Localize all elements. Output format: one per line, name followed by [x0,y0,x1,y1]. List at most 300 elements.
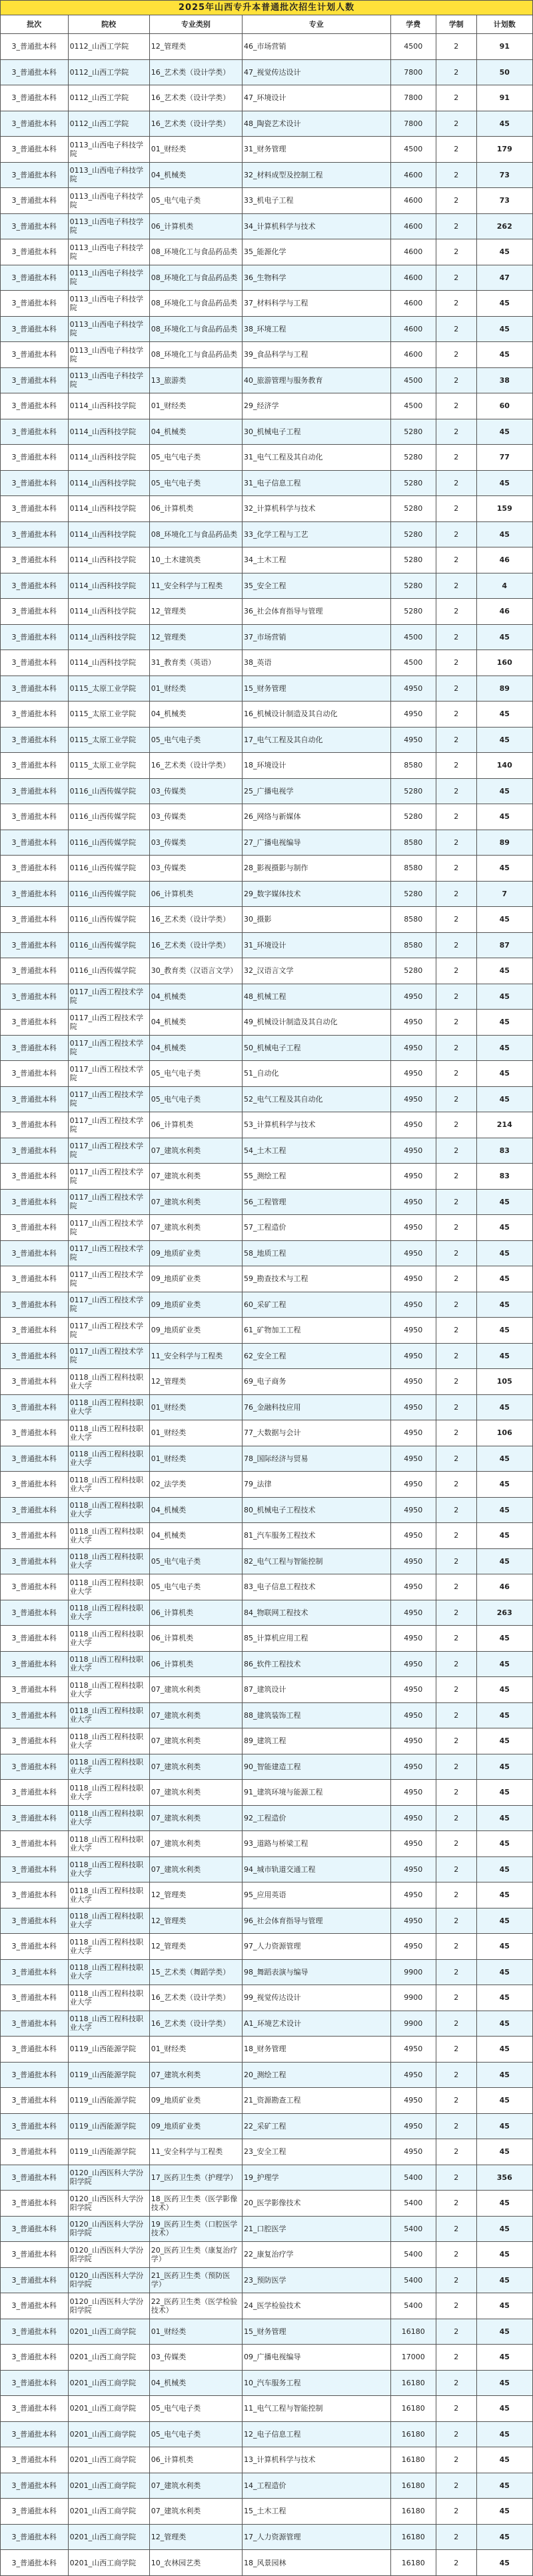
duration-cell: 2 [436,34,476,60]
quota-cell: 45 [476,2088,533,2114]
batch-cell: 3_普通批本科 [1,188,69,214]
table-row [1,1446,533,1472]
category-cell: 07_建筑水利类 [149,1138,242,1164]
table-row [1,1215,533,1241]
major-cell: 90_智能建造工程 [242,1754,390,1780]
tuition-cell: 4950 [390,1497,436,1523]
duration-cell: 2 [436,2499,476,2525]
school-cell: 0117_山西工程技术学院 [68,1164,149,1190]
quota-cell: 45 [476,1959,533,1985]
school-cell: 0201_山西工商学院 [68,2524,149,2550]
quota-cell: 7 [476,881,533,907]
school-cell: 0114_山西科技学院 [68,624,149,650]
duration-cell: 2 [436,2319,476,2345]
major-cell: 21_资源勘查工程 [242,2088,390,2114]
school-cell: 0120_山西医科大学汾阳学院 [68,2242,149,2268]
tuition-cell: 4500 [390,650,436,676]
quota-cell: 47 [476,265,533,291]
tuition-cell: 5280 [390,573,436,599]
school-cell: 0201_山西工商学院 [68,2345,149,2371]
quota-cell: 45 [476,2370,533,2396]
school-cell: 0118_山西工程科技职业大学 [68,1677,149,1703]
table-row [1,2191,533,2217]
batch-cell: 3_普通批本科 [1,547,69,573]
major-cell: 31_财务管理 [242,137,390,163]
quota-cell: 160 [476,650,533,676]
quota-cell: 45 [476,1523,533,1549]
table-row [1,650,533,676]
school-cell: 0117_山西工程技术学院 [68,1266,149,1292]
col-header-major: 专业 [242,15,390,34]
quota-cell: 50 [476,59,533,85]
quota-cell: 45 [476,2062,533,2088]
tuition-cell: 4950 [390,1394,436,1420]
major-cell: 28_影视摄影与制作 [242,856,390,882]
duration-cell: 2 [436,932,476,958]
quota-cell: 45 [476,2524,533,2550]
table-title: 2025年山西专升本普通批次招生计划人数 [0,0,533,15]
quota-cell: 45 [476,2037,533,2063]
tuition-cell: 5400 [390,2165,436,2191]
batch-cell: 3_普通批本科 [1,1266,69,1292]
duration-cell: 2 [436,2191,476,2217]
table-row [1,1882,533,1908]
tuition-cell: 4950 [390,1061,436,1087]
table-row [1,1856,533,1882]
batch-cell: 3_普通批本科 [1,2550,69,2576]
category-cell: 21_医药卫生类（预防医学） [149,2267,242,2293]
tuition-cell: 5280 [390,496,436,522]
school-cell: 0117_山西工程技术学院 [68,1343,149,1369]
quota-cell: 45 [476,907,533,933]
table-row [1,1164,533,1190]
batch-cell: 3_普通批本科 [1,1061,69,1087]
major-cell: 32_汉语言文学 [242,958,390,984]
batch-cell: 3_普通批本科 [1,1908,69,1934]
batch-cell: 3_普通批本科 [1,1240,69,1266]
quota-cell: 45 [476,1728,533,1754]
school-cell: 0201_山西工商学院 [68,2319,149,2345]
duration-cell: 2 [436,1061,476,1087]
batch-cell: 3_普通批本科 [1,1780,69,1806]
duration-cell: 2 [436,804,476,830]
major-cell: 83_电子信息工程技术 [242,1574,390,1600]
quota-cell: 45 [476,1882,533,1908]
major-cell: 20_医学影像技术 [242,2191,390,2217]
major-cell: 36_社会体育指导与管理 [242,599,390,625]
batch-cell: 3_普通批本科 [1,2345,69,2371]
quota-cell: 263 [476,1600,533,1626]
batch-cell: 3_普通批本科 [1,2370,69,2396]
category-cell: 16_艺术类（设计学类） [149,111,242,137]
school-cell: 0112_山西工学院 [68,85,149,111]
batch-cell: 3_普通批本科 [1,2447,69,2473]
category-cell: 07_建筑水利类 [149,1831,242,1857]
table-row [1,1112,533,1138]
duration-cell: 2 [436,1934,476,1960]
tuition-cell: 17000 [390,2345,436,2371]
category-cell: 06_计算机类 [149,881,242,907]
table-row [1,2011,533,2037]
category-cell: 06_计算机类 [149,1651,242,1677]
table-row [1,1728,533,1754]
school-cell: 0114_山西科技学院 [68,393,149,419]
duration-cell: 2 [436,445,476,471]
major-cell: 80_机械电子工程技术 [242,1497,390,1523]
duration-cell: 2 [436,2216,476,2242]
batch-cell: 3_普通批本科 [1,59,69,85]
school-cell: 0118_山西工程科技职业大学 [68,1754,149,1780]
quota-cell: 45 [476,291,533,317]
table-row [1,1035,533,1061]
school-cell: 0116_山西传媒学院 [68,881,149,907]
category-cell: 12_管理类 [149,1934,242,1960]
table-row [1,367,533,393]
major-cell: 25_广播电视学 [242,778,390,804]
major-cell: 37_市场营销 [242,624,390,650]
school-cell: 0118_山西工程科技职业大学 [68,1626,149,1652]
batch-cell: 3_普通批本科 [1,2293,69,2319]
tuition-cell: 4950 [390,1292,436,1318]
duration-cell: 2 [436,1780,476,1806]
major-cell: 52_电气工程及其自动化 [242,1086,390,1112]
major-cell: 34_计算机科学与技术 [242,213,390,239]
category-cell: 03_传媒类 [149,856,242,882]
school-cell: 0116_山西传媒学院 [68,830,149,856]
batch-cell: 3_普通批本科 [1,778,69,804]
tuition-cell: 4500 [390,624,436,650]
major-cell: 17_人力资源管理 [242,2524,390,2550]
quota-cell: 83 [476,1164,533,1190]
school-cell: 0120_山西医科大学汾阳学院 [68,2293,149,2319]
batch-cell: 3_普通批本科 [1,2139,69,2165]
batch-cell: 3_普通批本科 [1,2421,69,2447]
quota-cell: 45 [476,2421,533,2447]
duration-cell: 2 [436,1985,476,2011]
major-cell: 19_护理学 [242,2165,390,2191]
quota-cell: 45 [476,727,533,753]
school-cell: 0112_山西工学院 [68,111,149,137]
batch-cell: 3_普通批本科 [1,2499,69,2525]
school-cell: 0120_山西医科大学汾阳学院 [68,2267,149,2293]
major-cell: 18_财务管理 [242,2037,390,2063]
category-cell: 11_安全科学与工程类 [149,573,242,599]
quota-cell: 4 [476,573,533,599]
table-row [1,830,533,856]
tuition-cell: 4950 [390,1934,436,1960]
duration-cell: 2 [436,1754,476,1780]
school-cell: 0117_山西工程技术学院 [68,1086,149,1112]
category-cell: 16_艺术类（设计学类） [149,1985,242,2011]
tuition-cell: 8580 [390,907,436,933]
quota-cell: 45 [476,521,533,547]
batch-cell: 3_普通批本科 [1,624,69,650]
major-cell: 23_预防医学 [242,2267,390,2293]
school-cell: 0116_山西传媒学院 [68,778,149,804]
tuition-cell: 5400 [390,2267,436,2293]
quota-cell: 45 [476,111,533,137]
major-cell: 49_机械设计制造及其自动化 [242,1010,390,1036]
quota-cell: 45 [476,342,533,368]
batch-cell: 3_普通批本科 [1,1677,69,1703]
batch-cell: 3_普通批本科 [1,727,69,753]
major-cell: 55_测绘工程 [242,1164,390,1190]
table-row [1,1702,533,1728]
major-cell: 79_法律 [242,1472,390,1498]
batch-cell: 3_普通批本科 [1,1600,69,1626]
table-row [1,547,533,573]
duration-cell: 2 [436,702,476,728]
school-cell: 0112_山西工学院 [68,34,149,60]
batch-cell: 3_普通批本科 [1,1472,69,1498]
tuition-cell: 4950 [390,1240,436,1266]
tuition-cell: 4950 [390,1472,436,1498]
duration-cell: 2 [436,470,476,496]
tuition-cell: 4600 [390,188,436,214]
category-cell: 04_机械类 [149,419,242,445]
duration-cell: 2 [436,496,476,522]
batch-cell: 3_普通批本科 [1,111,69,137]
category-cell: 05_电气电子类 [149,1574,242,1600]
school-cell: 0118_山西工程科技职业大学 [68,1780,149,1806]
tuition-cell: 16180 [390,2473,436,2499]
quota-cell: 45 [476,1446,533,1472]
tuition-cell: 4950 [390,1369,436,1395]
batch-cell: 3_普通批本科 [1,1010,69,1036]
duration-cell: 2 [436,984,476,1010]
major-cell: 61_矿物加工工程 [242,1318,390,1344]
batch-cell: 3_普通批本科 [1,393,69,419]
quota-cell: 45 [476,2550,533,2576]
category-cell: 02_法学类 [149,1472,242,1498]
duration-cell: 2 [436,2396,476,2422]
tuition-cell: 4950 [390,1805,436,1831]
category-cell: 04_机械类 [149,1035,242,1061]
table-row [1,804,533,830]
duration-cell: 2 [436,547,476,573]
batch-cell: 3_普通批本科 [1,907,69,933]
duration-cell: 2 [436,907,476,933]
tuition-cell: 4950 [390,984,436,1010]
category-cell: 07_建筑水利类 [149,1677,242,1703]
batch-cell: 3_普通批本科 [1,1959,69,1985]
table-row [1,2267,533,2293]
category-cell: 12_管理类 [149,599,242,625]
major-cell: 56_工程管理 [242,1189,390,1215]
quota-cell: 179 [476,137,533,163]
school-cell: 0114_山西科技学院 [68,650,149,676]
table-row [1,1548,533,1574]
duration-cell: 2 [436,1240,476,1266]
major-cell: 35_能源化学 [242,239,390,265]
table-row [1,573,533,599]
table-body [1,34,533,2576]
category-cell: 09_地质矿业类 [149,1266,242,1292]
category-cell: 05_电气电子类 [149,470,242,496]
table-row [1,1138,533,1164]
batch-cell: 3_普通批本科 [1,599,69,625]
table-row [1,1959,533,1985]
school-cell: 0118_山西工程科技职业大学 [68,1985,149,2011]
table-row [1,521,533,547]
batch-cell: 3_普通批本科 [1,1446,69,1472]
duration-cell: 2 [436,1523,476,1549]
batch-cell: 3_普通批本科 [1,265,69,291]
major-cell: 99_视觉传达设计 [242,1985,390,2011]
duration-cell: 2 [436,753,476,779]
major-cell: 27_广播电视编导 [242,830,390,856]
tuition-cell: 4950 [390,1086,436,1112]
school-cell: 0201_山西工商学院 [68,2370,149,2396]
category-cell: 05_电气电子类 [149,1061,242,1087]
quota-cell: 91 [476,85,533,111]
school-cell: 0118_山西工程科技职业大学 [68,1831,149,1857]
table-row [1,1420,533,1446]
tuition-cell: 4950 [390,1010,436,1036]
col-header-tuition: 学费 [390,15,436,34]
batch-cell: 3_普通批本科 [1,650,69,676]
tuition-cell: 5280 [390,958,436,984]
quota-cell: 45 [476,1394,533,1420]
major-cell: 31_电气工程及其自动化 [242,445,390,471]
batch-cell: 3_普通批本科 [1,239,69,265]
major-cell: 15_土木工程 [242,2499,390,2525]
school-cell: 0115_太原工业学院 [68,753,149,779]
school-cell: 0114_山西科技学院 [68,573,149,599]
school-cell: 0201_山西工商学院 [68,2421,149,2447]
school-cell: 0119_山西能源学院 [68,2113,149,2139]
tuition-cell: 4950 [390,1831,436,1857]
tuition-cell: 4500 [390,393,436,419]
category-cell: 16_艺术类（设计学类） [149,907,242,933]
duration-cell: 2 [436,2139,476,2165]
duration-cell: 2 [436,2037,476,2063]
batch-cell: 3_普通批本科 [1,1086,69,1112]
batch-cell: 3_普通批本科 [1,137,69,163]
batch-cell: 3_普通批本科 [1,984,69,1010]
table-row [1,2499,533,2525]
table-row [1,932,533,958]
major-cell: 40_旅游管理与服务教育 [242,367,390,393]
table-row [1,2396,533,2422]
category-cell: 05_电气电子类 [149,1548,242,1574]
school-cell: 0201_山西工商学院 [68,2396,149,2422]
quota-cell: 45 [476,316,533,342]
batch-cell: 3_普通批本科 [1,2037,69,2063]
table-row [1,1292,533,1318]
major-cell: 18_风景园林 [242,2550,390,2576]
batch-cell: 3_普通批本科 [1,316,69,342]
batch-cell: 3_普通批本科 [1,1394,69,1420]
tuition-cell: 4950 [390,1856,436,1882]
duration-cell: 2 [436,2267,476,2293]
school-cell: 0114_山西科技学院 [68,419,149,445]
category-cell: 06_计算机类 [149,1600,242,1626]
duration-cell: 2 [436,2421,476,2447]
batch-cell: 3_普通批本科 [1,2088,69,2114]
batch-cell: 3_普通批本科 [1,2216,69,2242]
tuition-cell: 16180 [390,2421,436,2447]
quota-cell: 45 [476,2011,533,2037]
table-row [1,1677,533,1703]
quota-cell: 45 [476,1831,533,1857]
duration-cell: 2 [436,856,476,882]
quota-cell: 45 [476,1086,533,1112]
duration-cell: 2 [436,1010,476,1036]
batch-cell: 3_普通批本科 [1,2524,69,2550]
major-cell: 93_道路与桥梁工程 [242,1831,390,1857]
batch-cell: 3_普通批本科 [1,34,69,60]
tuition-cell: 5280 [390,804,436,830]
tuition-cell: 5280 [390,521,436,547]
table-row [1,1805,533,1831]
batch-cell: 3_普通批本科 [1,1831,69,1857]
major-cell: 76_金融科技应用 [242,1394,390,1420]
table-row [1,291,533,317]
major-cell: 85_计算机应用工程 [242,1626,390,1652]
col-header-quota: 计划数 [476,15,533,34]
quota-cell: 45 [476,1677,533,1703]
table-row [1,239,533,265]
col-header-duration: 学制 [436,15,476,34]
batch-cell: 3_普通批本科 [1,162,69,188]
tuition-cell: 4950 [390,1343,436,1369]
category-cell: 16_艺术类（设计学类） [149,932,242,958]
major-cell: 78_国际经济与贸易 [242,1446,390,1472]
category-cell: 07_建筑水利类 [149,1728,242,1754]
quota-cell: 73 [476,188,533,214]
quota-cell: 262 [476,213,533,239]
tuition-cell: 4950 [390,2113,436,2139]
table-row [1,34,533,60]
category-cell: 16_艺术类（设计学类） [149,753,242,779]
tuition-cell: 4500 [390,137,436,163]
batch-cell: 3_普通批本科 [1,1805,69,1831]
quota-cell: 45 [476,958,533,984]
duration-cell: 2 [436,1292,476,1318]
major-cell: 13_计算机科学与技术 [242,2447,390,2473]
duration-cell: 2 [436,1343,476,1369]
school-cell: 0113_山西电子科技学院 [68,265,149,291]
table-row [1,2216,533,2242]
quota-cell: 45 [476,1497,533,1523]
tuition-cell: 4600 [390,342,436,368]
category-cell: 06_计算机类 [149,213,242,239]
duration-cell: 2 [436,419,476,445]
tuition-cell: 9900 [390,1959,436,1985]
school-cell: 0118_山西工程科技职业大学 [68,1369,149,1395]
tuition-cell: 4600 [390,316,436,342]
table-row [1,59,533,85]
category-cell: 05_电气电子类 [149,445,242,471]
batch-cell: 3_普通批本科 [1,1343,69,1369]
batch-cell: 3_普通批本科 [1,1548,69,1574]
school-cell: 0113_山西电子科技学院 [68,239,149,265]
major-cell: 24_医学检验技术 [242,2293,390,2319]
duration-cell: 2 [436,676,476,702]
major-cell: 51_自动化 [242,1061,390,1087]
duration-cell: 2 [436,958,476,984]
table-row [1,1369,533,1395]
duration-cell: 2 [436,1369,476,1395]
quota-cell: 45 [476,1472,533,1498]
major-cell: 91_建筑环境与能源工程 [242,1780,390,1806]
school-cell: 0118_山西工程科技职业大学 [68,1472,149,1498]
tuition-cell: 4950 [390,2037,436,2063]
quota-cell: 45 [476,1215,533,1241]
quota-cell: 45 [476,2499,533,2525]
duration-cell: 2 [436,2345,476,2371]
